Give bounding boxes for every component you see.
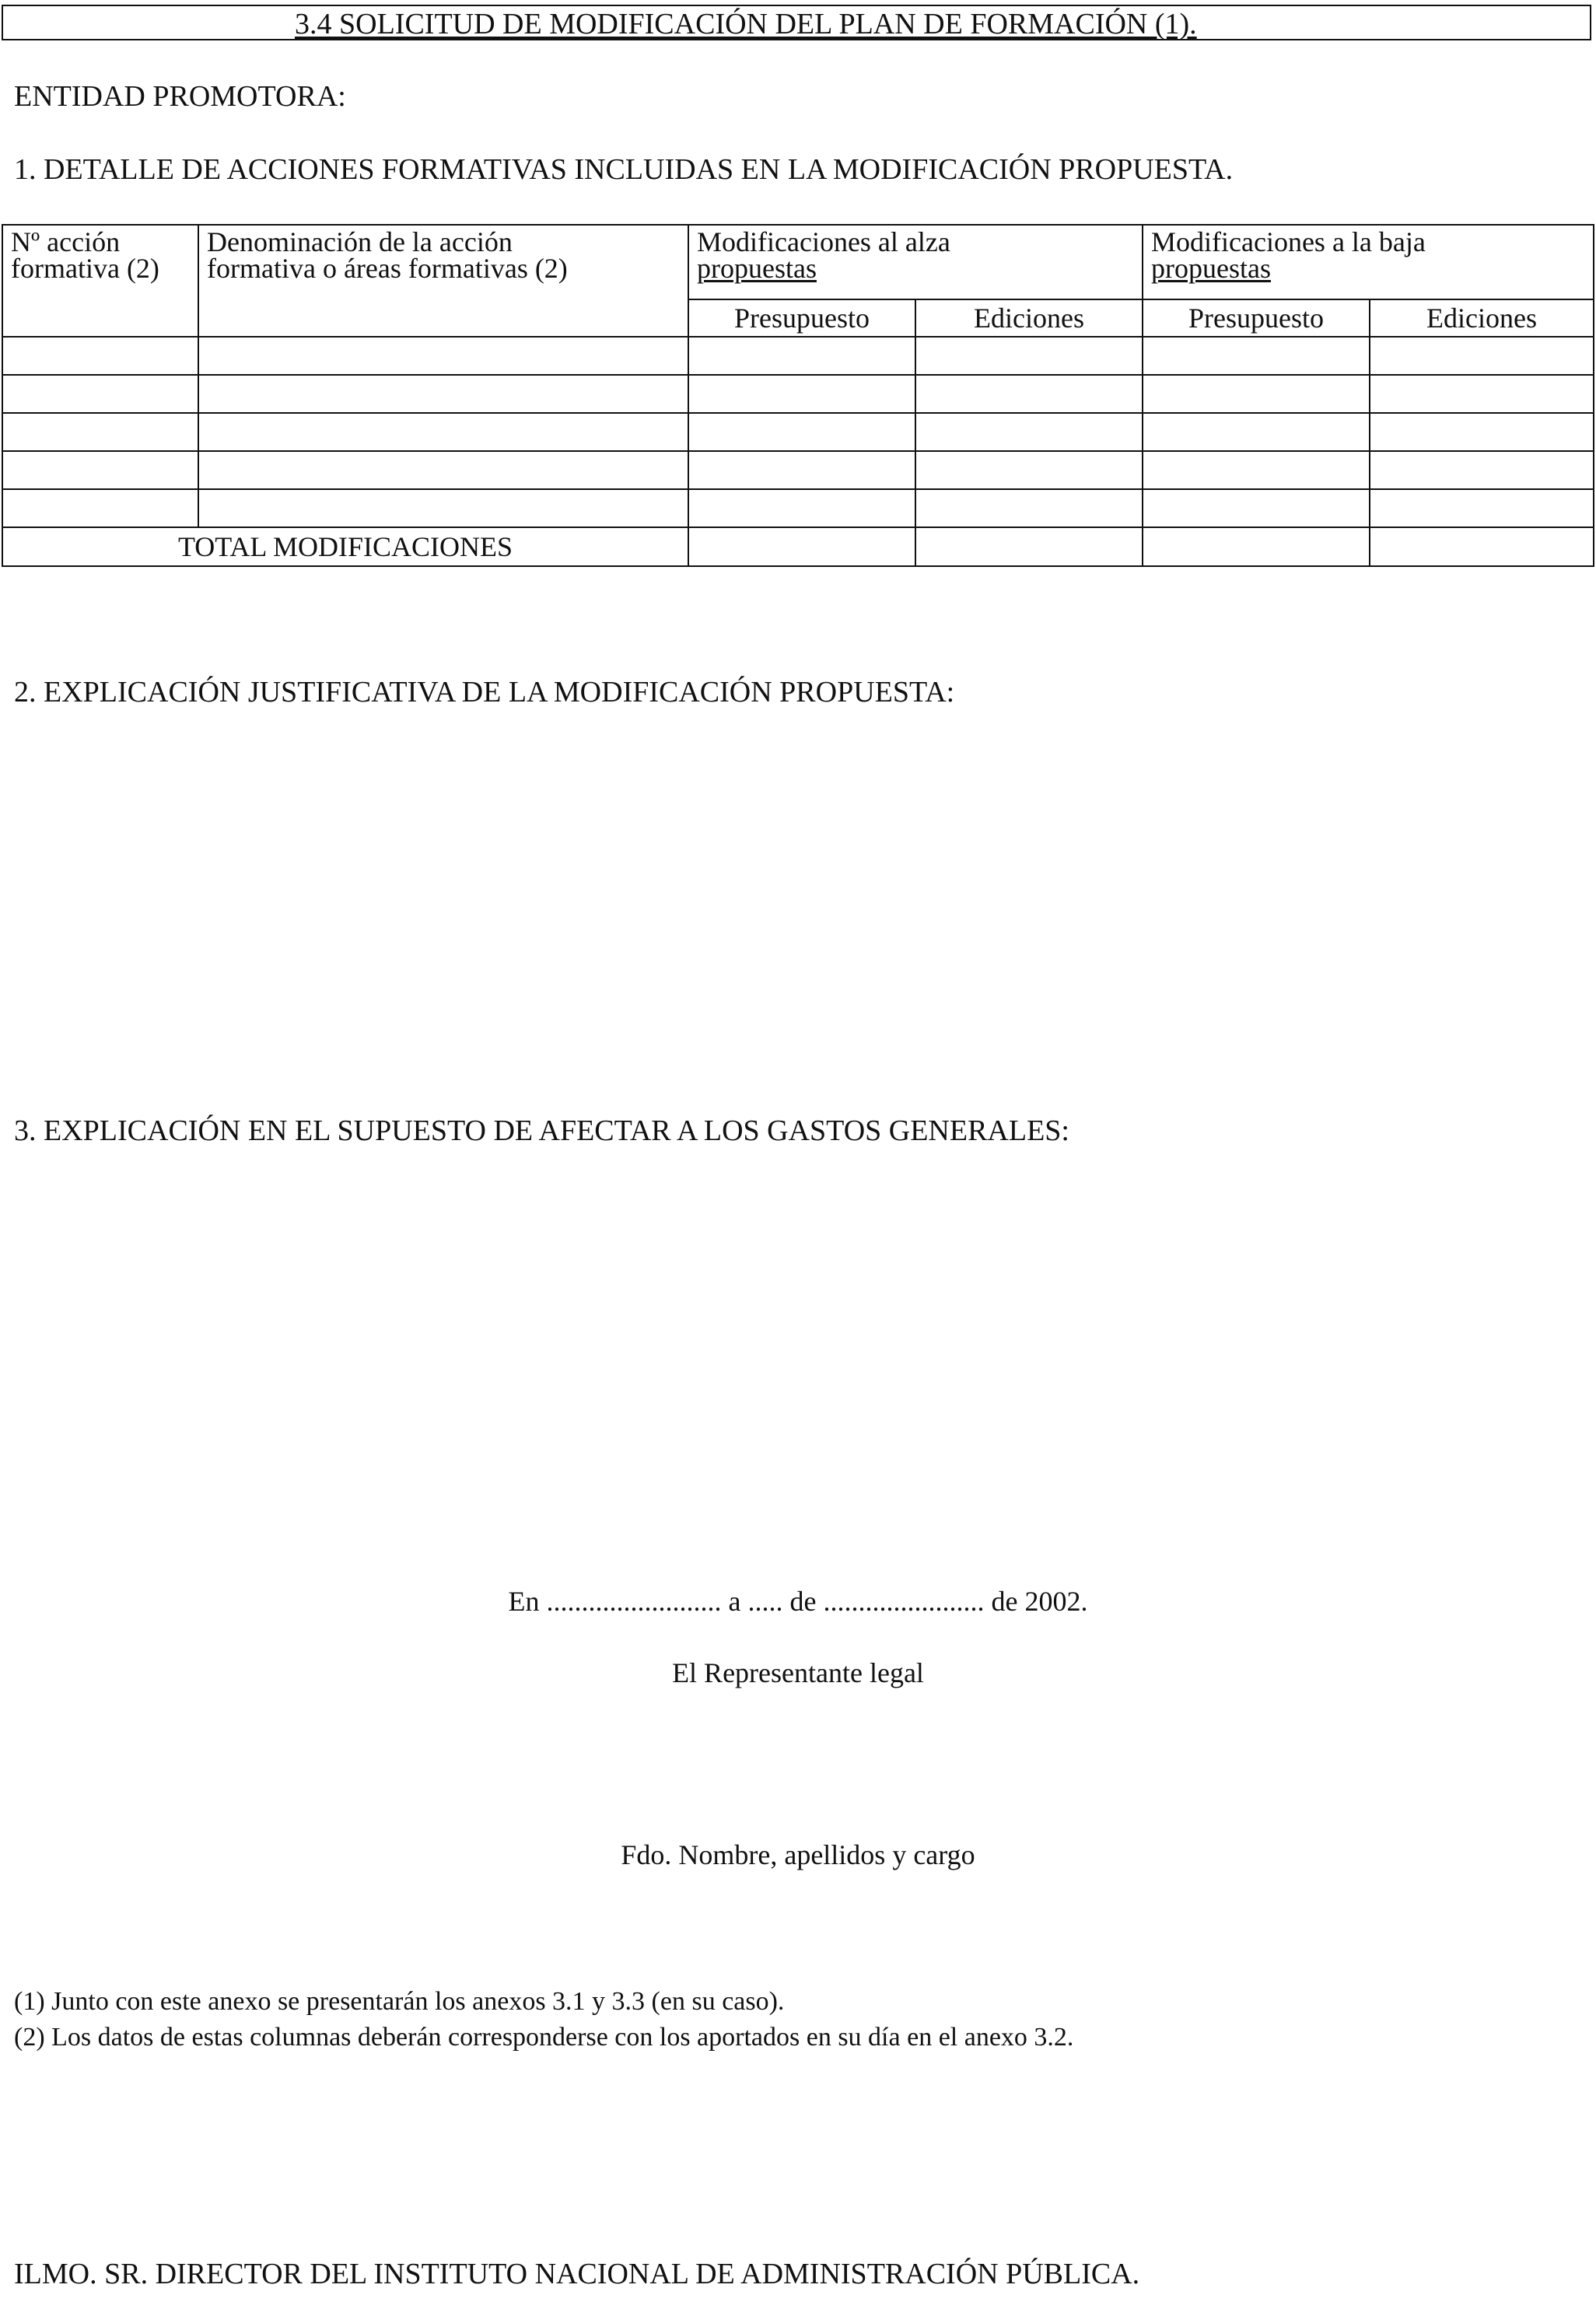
col-header-name: Denominación de la acción formativa o áreas formativas (2): [198, 225, 688, 337]
cell: [1370, 337, 1594, 375]
cell: [915, 413, 1143, 451]
entidad-label: ENTIDAD PROMOTORA:: [14, 80, 346, 113]
cell: [688, 413, 915, 451]
cell: [198, 451, 688, 489]
cell: [915, 375, 1143, 413]
cell: [1370, 489, 1594, 527]
cell: [1143, 527, 1370, 566]
cell: [1143, 489, 1370, 527]
cell: [198, 337, 688, 375]
cell: [2, 337, 198, 375]
table-header-row: [2, 225, 1594, 299]
footnote-2: (2) Los datos de estas columnas deberán corresponderse con los aportados en su día en el anexo 3.2.: [14, 2023, 1074, 2052]
page-title: 3.4 SOLICITUD DE MODIFICACIÓN DEL PLAN DE FORMACIÓN (1).: [295, 8, 1197, 40]
cell: [1143, 375, 1370, 413]
cell: [688, 451, 915, 489]
table-total-row: [2, 527, 1594, 566]
table-row: [2, 451, 1594, 489]
cell: [198, 489, 688, 527]
cell: [915, 489, 1143, 527]
cell: [1143, 413, 1370, 451]
subheader-baja-ediciones: Ediciones: [1370, 299, 1594, 337]
subheader-baja-presupuesto: Presupuesto: [1143, 299, 1370, 337]
signature-signed: Fdo. Nombre, apellidos y cargo: [621, 1839, 975, 1870]
cell: [915, 451, 1143, 489]
cell: [688, 527, 915, 566]
cell: [1370, 375, 1594, 413]
subheader-alza-ediciones: Ediciones: [915, 299, 1143, 337]
cell: [1370, 413, 1594, 451]
table-row: [2, 375, 1594, 413]
actions-table: [2, 224, 1594, 567]
table-row: [2, 337, 1594, 375]
cell: [915, 337, 1143, 375]
section-3-heading: 3. EXPLICACIÓN EN EL SUPUESTO DE AFECTAR A LOS GASTOS GENERALES:: [14, 1114, 1069, 1147]
cell: [688, 375, 915, 413]
title-box: [2, 5, 1591, 40]
cell: [198, 375, 688, 413]
cell: [2, 489, 198, 527]
cell: [688, 489, 915, 527]
subheader-alza-presupuesto: Presupuesto: [688, 299, 915, 337]
cell: [1370, 527, 1594, 566]
cell: [2, 451, 198, 489]
signature-role: El Representante legal: [672, 1657, 924, 1688]
cell: [2, 375, 198, 413]
footnote-1: (1) Junto con este anexo se presentarán los anexos 3.1 y 3.3 (en su caso).: [14, 1987, 785, 2016]
addressee: ILMO. SR. DIRECTOR DEL INSTITUTO NACIONAL DE ADMINISTRACIÓN PÚBLICA.: [14, 2258, 1140, 2290]
section-1-heading: 1. DETALLE DE ACCIONES FORMATIVAS INCLUIDAS EN LA MODIFICACIÓN PROPUESTA.: [14, 153, 1234, 186]
cell: [915, 527, 1143, 566]
cell: [1143, 451, 1370, 489]
col-header-alza: Modificaciones al alza propuestas: [688, 225, 1143, 299]
cell: [1143, 337, 1370, 375]
cell: [2, 413, 198, 451]
section-2-heading: 2. EXPLICACIÓN JUSTIFICATIVA DE LA MODIFICACIÓN PROPUESTA:: [14, 676, 955, 708]
cell: [1370, 451, 1594, 489]
table-row: [2, 413, 1594, 451]
col-header-num: Nº acción formativa (2): [2, 225, 198, 337]
total-label: TOTAL MODIFICACIONES: [2, 527, 688, 566]
table-row: [2, 489, 1594, 527]
cell: [688, 337, 915, 375]
cell: [198, 413, 688, 451]
signature-place-date: En ......................... a ..... de ....................... de 2002.: [508, 1586, 1088, 1617]
col-header-baja: Modificaciones a la baja propuestas: [1143, 225, 1594, 299]
